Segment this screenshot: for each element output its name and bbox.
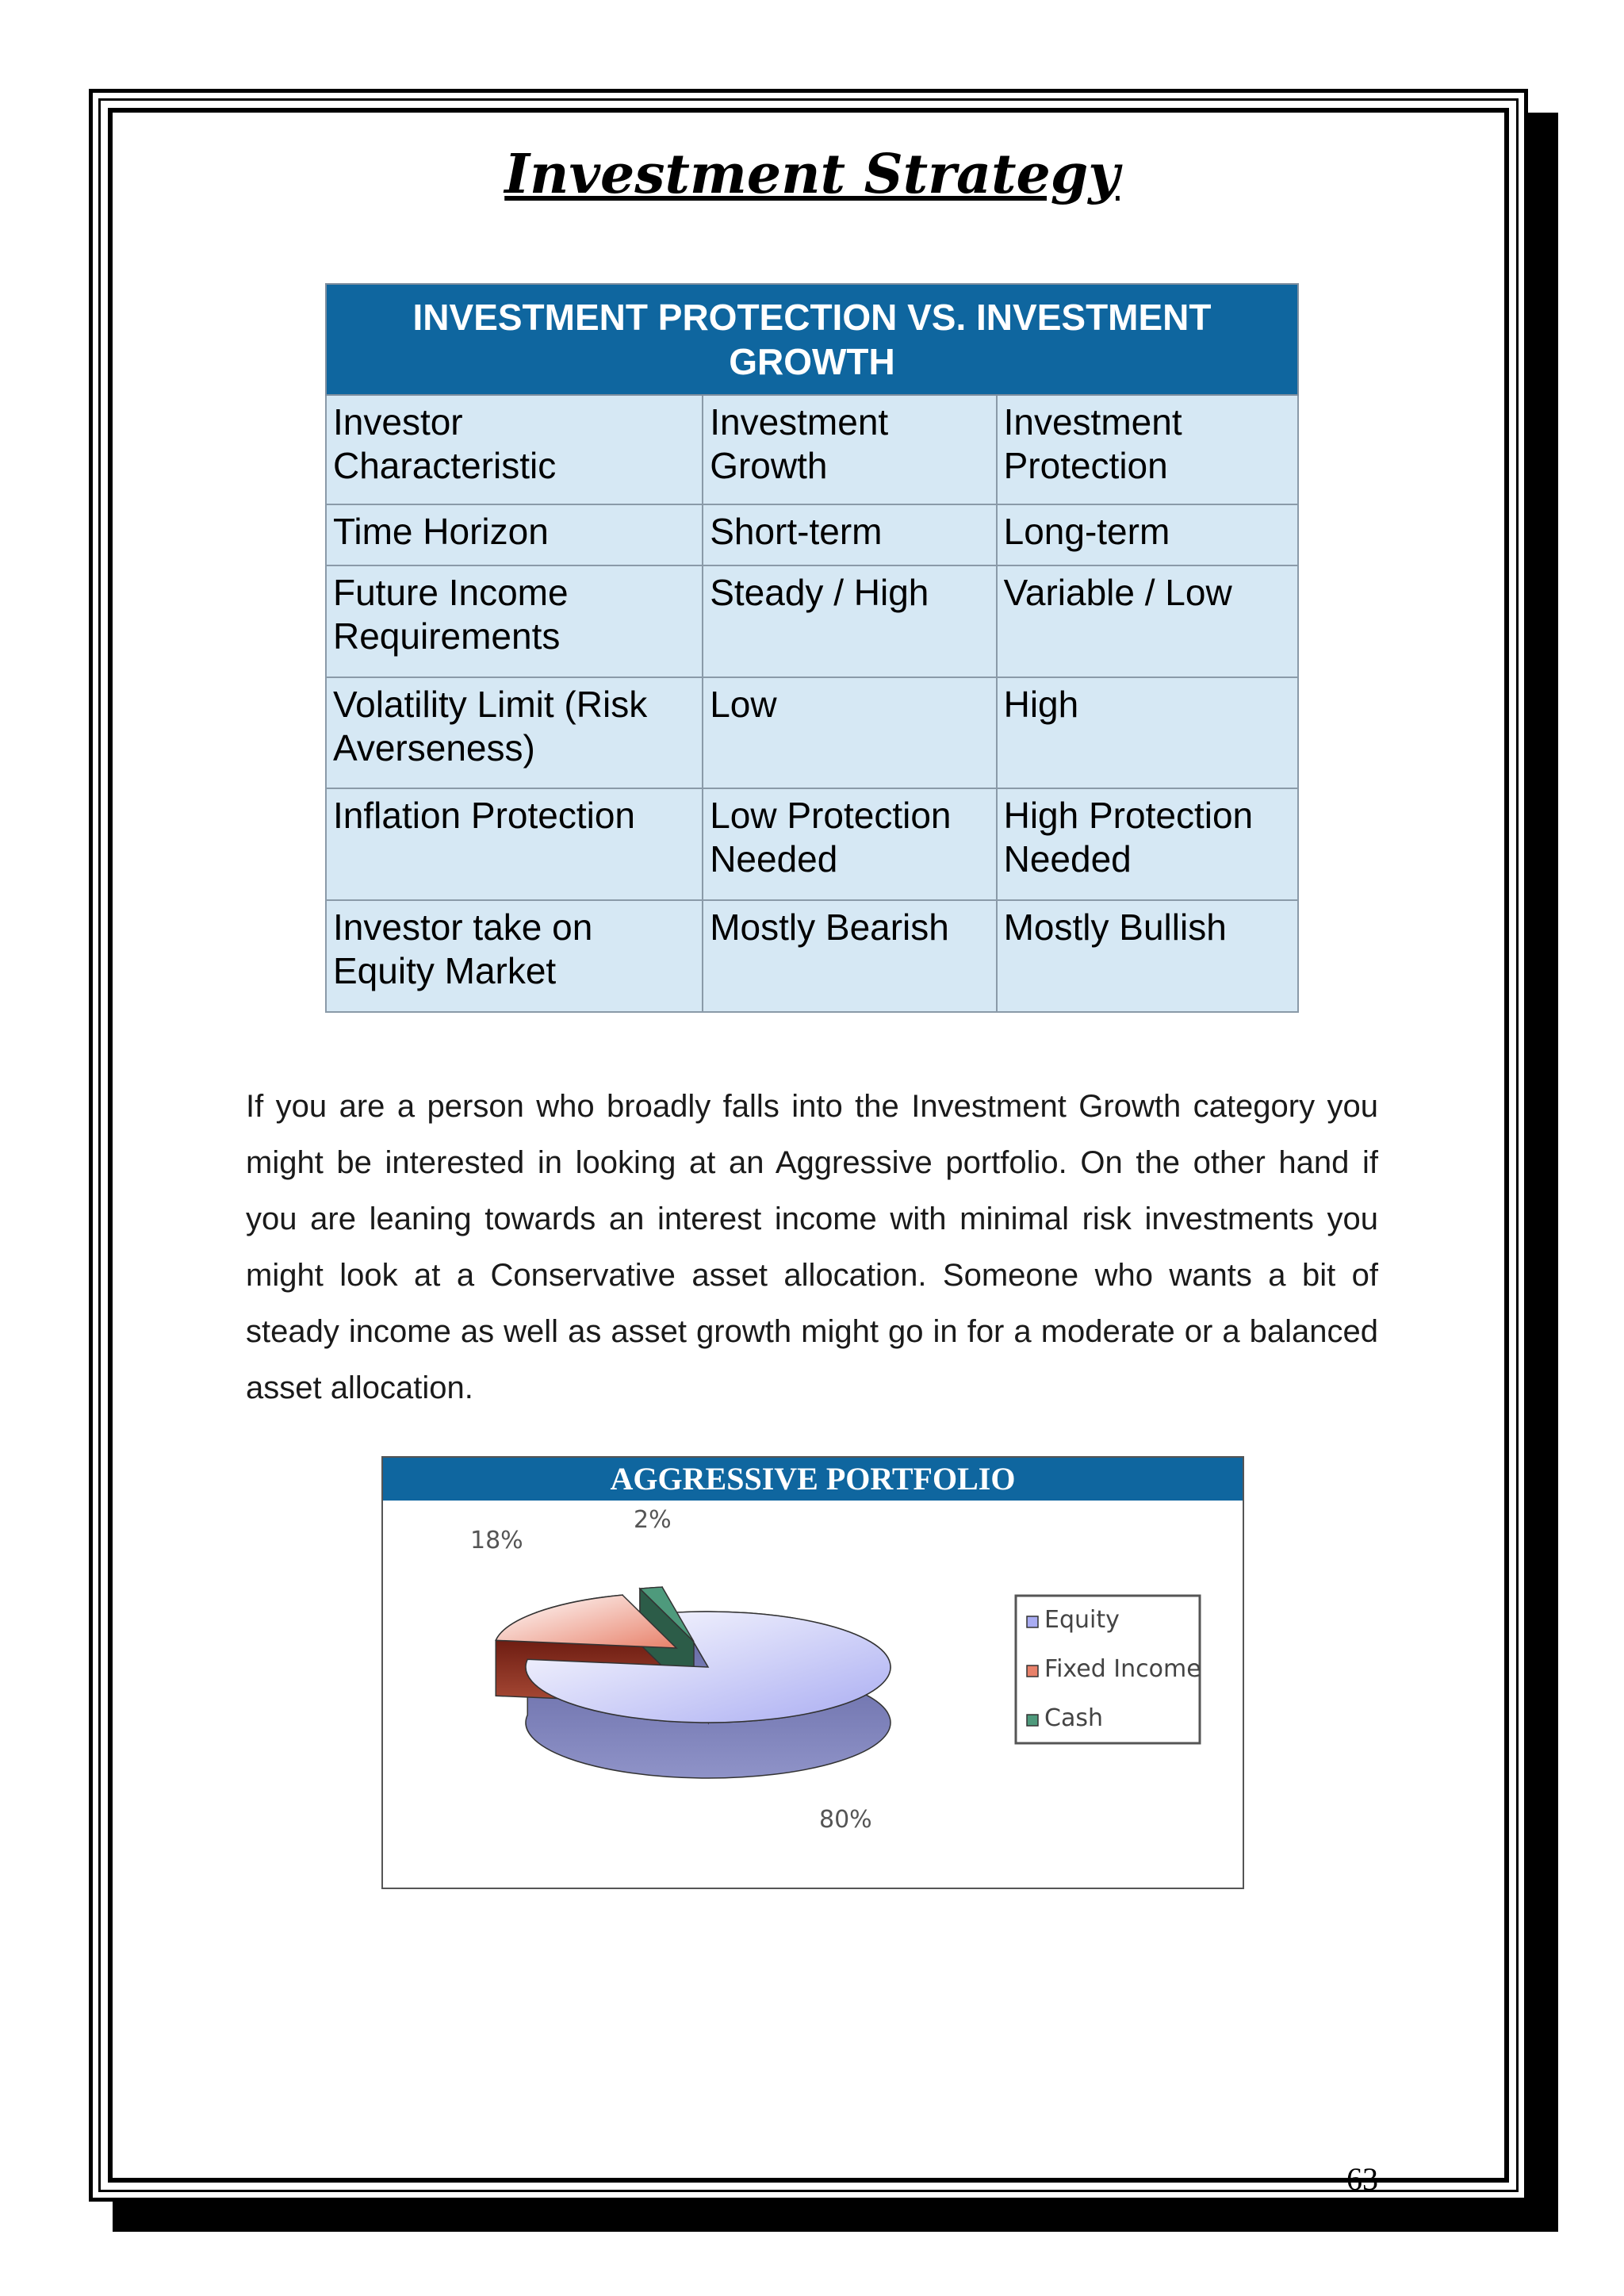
table-cell: Investor take on Equity Market bbox=[326, 900, 703, 1012]
table-cell: Short-term bbox=[703, 504, 996, 565]
legend-swatch bbox=[1027, 1715, 1038, 1726]
table-cell: High bbox=[997, 677, 1298, 788]
table-cell: Mostly Bearish bbox=[703, 900, 996, 1012]
body-paragraph: If you are a person who broadly falls into the Investment Growth category you might be interested in looking at an Aggressive portfolio. On the other hand if you are leaning towards an interest income with minimal risk investments you might look at a Conservative asset allocation. Someone who wants a bit of steady income as well as asset growth might go in for a moderate or a balanced asset allocation. bbox=[246, 1089, 1378, 1405]
table-row bbox=[326, 900, 1298, 1012]
table-cell: Low bbox=[703, 677, 996, 788]
table-row bbox=[326, 565, 1298, 677]
table-cell: Volatility Limit (Risk Averseness) bbox=[326, 677, 703, 788]
pie-chart-box bbox=[381, 1456, 1244, 1889]
table-cell: Steady / High bbox=[703, 565, 996, 677]
table-header: INVESTMENT PROTECTION VS. INVESTMENT GROWTH bbox=[326, 284, 1298, 395]
table-row bbox=[326, 677, 1298, 788]
table-cell: Long-term bbox=[997, 504, 1298, 565]
legend-label: Fixed Income bbox=[1044, 1655, 1201, 1683]
data-label: 18% bbox=[470, 1527, 523, 1554]
comparison-table bbox=[325, 283, 1299, 1013]
table-cell: Time Horizon bbox=[326, 504, 703, 565]
table-cell: Mostly Bullish bbox=[997, 900, 1298, 1012]
page-number: 63 bbox=[1346, 2161, 1378, 2197]
legend-label: Equity bbox=[1044, 1606, 1120, 1634]
table-row bbox=[326, 395, 1298, 504]
chart-title: AGGRESSIVE PORTFOLIO bbox=[383, 1458, 1243, 1501]
data-label: 80% bbox=[819, 1806, 872, 1834]
page-title: Investment Strategy bbox=[504, 143, 1120, 206]
table-cell: Future Income Requirements bbox=[326, 565, 703, 677]
table-cell: Variable / Low bbox=[997, 565, 1298, 677]
table-cell: Inflation Protection bbox=[326, 788, 703, 900]
table-cell: Investor Characteristic bbox=[326, 395, 703, 504]
table-cell: High Protection Needed bbox=[997, 788, 1298, 900]
data-label: 2% bbox=[634, 1506, 672, 1534]
table-row bbox=[326, 788, 1298, 900]
table-cell: Investment Growth bbox=[703, 395, 996, 504]
legend-label: Cash bbox=[1044, 1704, 1103, 1732]
table-cell: Low Protection Needed bbox=[703, 788, 996, 900]
pie-chart bbox=[383, 1501, 1243, 1888]
table-cell: Investment Protection bbox=[997, 395, 1298, 504]
legend-swatch bbox=[1027, 1665, 1038, 1677]
legend-swatch bbox=[1027, 1616, 1038, 1627]
table-row bbox=[326, 504, 1298, 565]
